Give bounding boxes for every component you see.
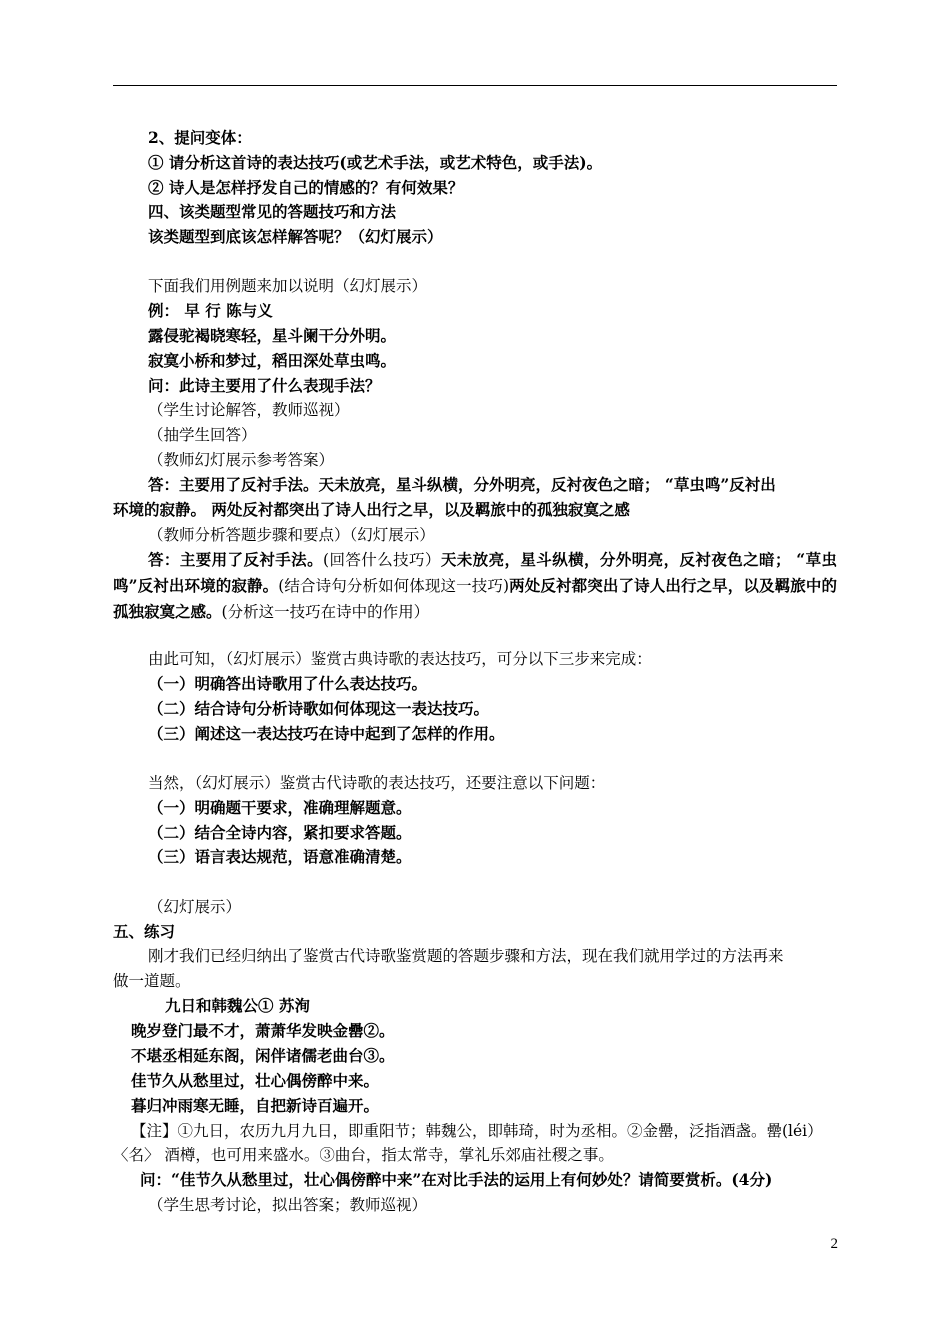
line-17: 由此可知，（幻灯展示）鉴赏古典诗歌的表达技巧，可分以下三步来完成： bbox=[148, 650, 652, 668]
header-rule bbox=[113, 85, 837, 86]
line-11: （学生讨论解答，教师巡视） bbox=[148, 401, 350, 419]
answer-1-line-1: 答：主要用了反衬手法。天未放亮，星斗纵横，分外明亮，反衬夜色之暗； “草虫鸣”反衬出 bbox=[148, 475, 776, 494]
answer-2-paragraph bbox=[113, 547, 837, 625]
line-2: ① 请分析这首诗的表达技巧(或艺术手法，或艺术特色，或手法)。 bbox=[148, 153, 603, 172]
question-2: 问：“佳节久从愁里过，壮心偶傍醉中来”在对比手法的运用上有何妙处？请简要赏析。(4分) bbox=[140, 1170, 773, 1189]
footnote-line-1: 【注】①九日，农历九月九日，即重阳节；韩魏公，即韩琦，时为丞相。②金罍，泛指酒盏。罍(léi） bbox=[131, 1122, 823, 1140]
line-13: （教师幻灯展示参考答案） bbox=[148, 451, 335, 469]
poem-2-line-1: 晚岁登门最不才，萧萧华发映金罍②。 bbox=[131, 1021, 395, 1040]
poem-1-line-2: 寂寞小桥和梦过，稻田深处草虫鸣。 bbox=[148, 351, 397, 370]
section-heading-5: 五、练习 bbox=[113, 922, 176, 941]
line-21: 当然，（幻灯展示）鉴赏古代诗歌的表达技巧，还要注意以下问题： bbox=[148, 774, 606, 792]
line-25: （幻灯展示） bbox=[148, 898, 242, 916]
poem-2-title: 九日和韩魏公① 苏洵 bbox=[165, 996, 310, 1015]
answer-2-part-d: (结合诗句分析如何体现这一技巧) bbox=[278, 577, 510, 595]
line-35: （学生思考讨论，拟出答案；教师巡视） bbox=[148, 1196, 428, 1214]
poem-2-line-2: 不堪丞相延东阁，闲伴诸儒老曲台③。 bbox=[131, 1046, 395, 1065]
point-2: （二）结合全诗内容，紧扣要求答题。 bbox=[148, 823, 412, 842]
poem-2-line-4: 暮归冲雨寒无睡，自把新诗百遍开。 bbox=[131, 1096, 380, 1115]
line-1: 2、提问变体： bbox=[148, 128, 252, 147]
step-1: （一）明确答出诗歌用了什么表达技巧。 bbox=[148, 674, 428, 693]
answer-2-part-e: 两处反衬都突出了诗人出行之早，以及羁旅中的孤独寂寞之感。 bbox=[113, 576, 837, 621]
poem-2-line-3: 佳节久从愁里过，壮心偶傍醉中来。 bbox=[131, 1071, 380, 1090]
answer-2-part-c: 天未放亮，星斗纵横，分外明亮，反衬夜色之暗； “草虫鸣”反衬出环境的寂静。 bbox=[113, 550, 837, 595]
line-3: ② 诗人是怎样抒发自己的情感的？有何效果？ bbox=[148, 178, 464, 197]
line-28: 做一道题。 bbox=[113, 972, 191, 990]
poem-1-line-1: 露侵驼褐晓寒轻，星斗阑干分外明。 bbox=[148, 326, 397, 345]
line-5: 该类题型到底该怎样解答呢？（幻灯展示） bbox=[148, 227, 443, 246]
question-1: 问：此诗主要用了什么表现手法？ bbox=[148, 376, 381, 395]
answer-2-part-b: (回答什么技巧） bbox=[323, 551, 441, 569]
line-12: （抽学生回答） bbox=[148, 426, 257, 444]
line-16: （教师分析答题步骤和要点）（幻灯展示） bbox=[148, 526, 435, 544]
footnote-line-2: 〈名〉 酒樽，也可用来盛水。③曲台，指太常寺，掌礼乐郊庙社稷之事。 bbox=[113, 1146, 614, 1164]
step-3: （三）阐述这一表达技巧在诗中起到了怎样的作用。 bbox=[148, 724, 505, 743]
line-6: 下面我们用例题来加以说明（幻灯展示） bbox=[148, 277, 428, 295]
answer-1-line-2: 环境的寂静。 两处反衬都突出了诗人出行之早，以及羁旅中的孤独寂寞之感 bbox=[113, 500, 630, 519]
poem-1-title: 例： 早 行 陈与义 bbox=[148, 301, 273, 320]
point-1: （一）明确题干要求，准确理解题意。 bbox=[148, 798, 412, 817]
page-number: 2 bbox=[830, 1236, 838, 1252]
step-2: （二）结合诗句分析诗歌如何体现这一表达技巧。 bbox=[148, 699, 490, 718]
point-3: （三）语言表达规范，语意准确清楚。 bbox=[148, 847, 412, 866]
section-heading-4: 四、该类题型常见的答题技巧和方法 bbox=[148, 202, 397, 221]
answer-2-part-f: (分析这一技巧在诗中的作用） bbox=[221, 603, 430, 621]
line-27: 刚才我们已经归纳出了鉴赏古代诗歌鉴赏题的答题步骤和方法，现在我们就用学过的方法再来 bbox=[148, 947, 784, 965]
answer-2-part-a: 答：主要用了反衬手法。 bbox=[148, 550, 324, 569]
